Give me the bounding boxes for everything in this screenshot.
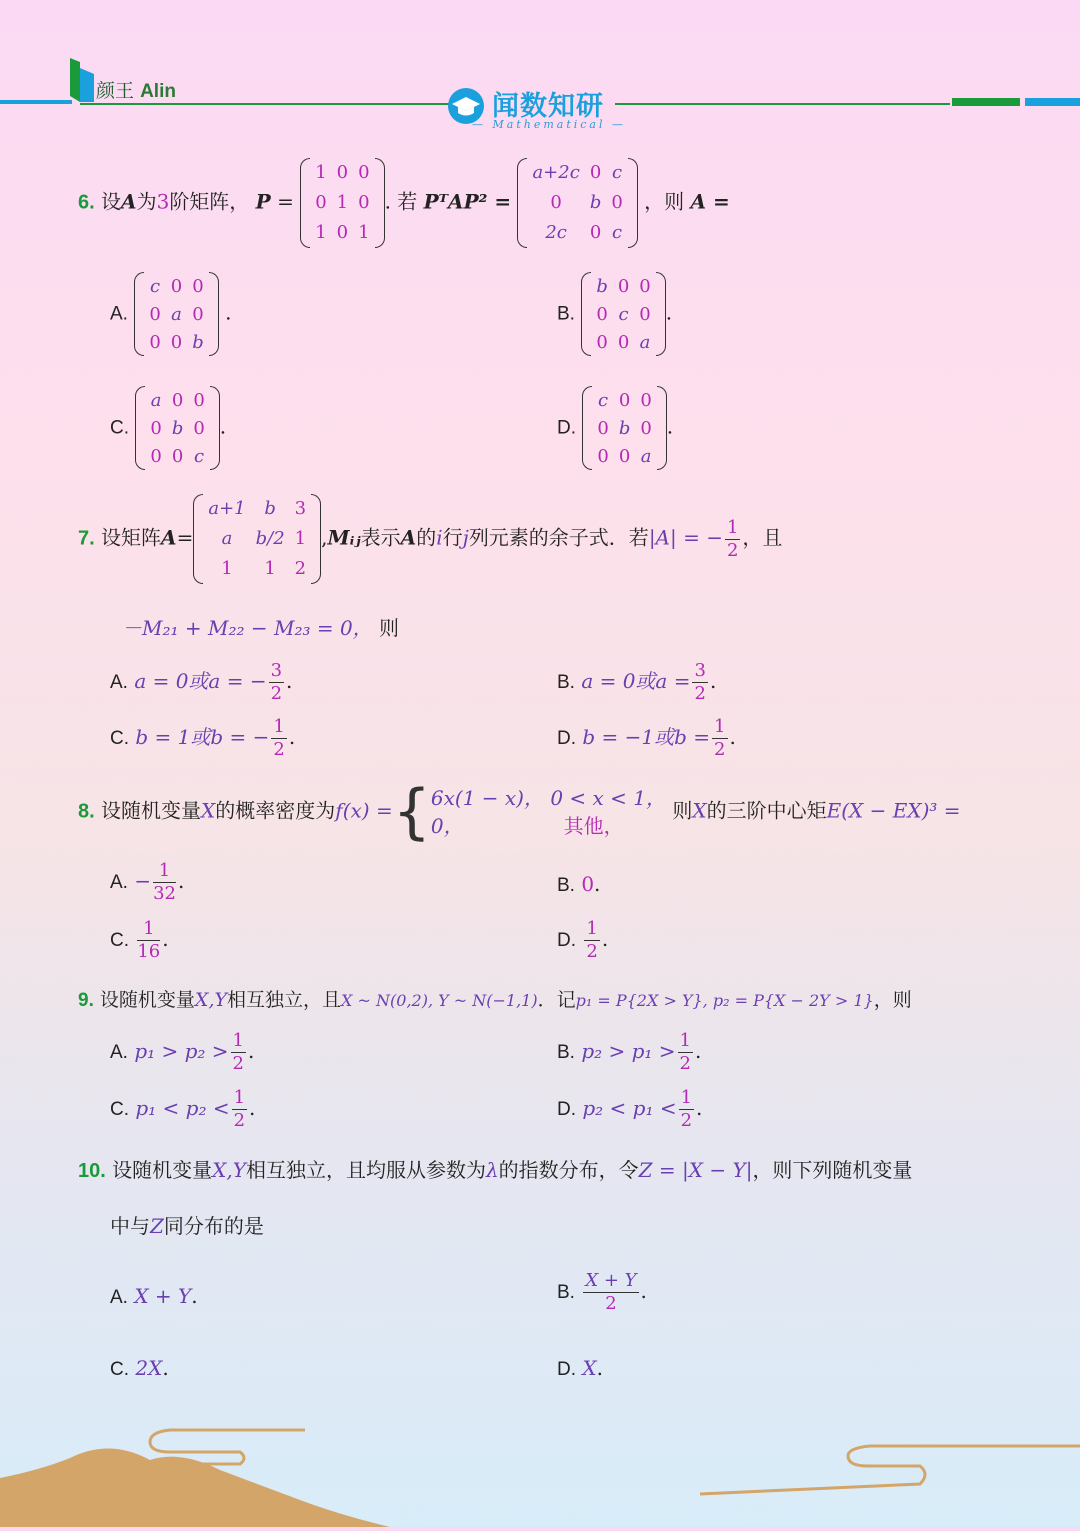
matrix-cell: 0 (150, 445, 162, 467)
header-line (615, 103, 950, 105)
matrix-cell: 0 (597, 445, 609, 467)
q8-option-d[interactable]: D. $\frac{1}{2}$ . (557, 918, 609, 962)
matrix-cell: 0 (358, 192, 370, 213)
question-8: 8. 设随机变量X的概率密度为f(x) ={6x(1 − x)， 0 < x < 1， 0， 其他， 则X的三阶中心矩E(X − EX)³ = (78, 777, 961, 847)
question-10: 10. 设随机变量X,Y相互独立，且均服从参数为λ的指数分布，令Z = |X − Y|，则下列随机变量 (78, 1158, 913, 1182)
matrix-cell: 0 (618, 445, 631, 467)
matrix-cell: c (618, 303, 629, 325)
matrix-cell: a (639, 331, 651, 353)
matrix-cell: 1 (315, 162, 327, 183)
q10-line2: 中与Z同分布的是 (110, 1214, 264, 1238)
matrix-cell: 0 (171, 389, 184, 411)
matrix-cell: 0 (192, 275, 204, 297)
q8-option-b[interactable]: B. 0. (557, 872, 601, 896)
matrix-cell: b/2 (255, 528, 285, 549)
q7-option-b[interactable]: B. a = 0或a = $\frac{3}{2}$ . (557, 660, 717, 704)
left-brace-icon: { (392, 777, 431, 847)
matrix-cell: a (640, 445, 652, 467)
q6-option-a[interactable]: A. c 0 0 0 a 0 0 0 b . (110, 272, 231, 356)
matrix-cell: 0 (596, 303, 608, 325)
matrix-cell: c (194, 445, 205, 467)
matrix-cell: 2c (545, 222, 567, 243)
matrix-cell: 0 (618, 389, 631, 411)
q10-option-b[interactable]: B. $\frac{X + Y}{2}$ . (557, 1270, 647, 1314)
matrix-cell: b (192, 331, 204, 353)
matrix-cell: 0 (336, 162, 349, 183)
q10-option-c[interactable]: C. 2X. (110, 1356, 169, 1380)
matrix-cell: 1 (358, 222, 370, 243)
matrix-cell: 0 (596, 331, 608, 353)
matrix-cell: b (618, 417, 631, 439)
matrix-cell: 1 (221, 558, 233, 579)
matrix-cell: 1 (264, 558, 276, 579)
matrix-cell: 0 (170, 331, 183, 353)
matrix-cell: 0 (171, 445, 184, 467)
matrix-cell: 0 (192, 303, 204, 325)
matrix-cell: 3 (294, 498, 307, 519)
footer-decoration (0, 1410, 1080, 1527)
matrix-cell: 0 (639, 275, 651, 297)
matrix-cell: c (149, 275, 161, 297)
matrix-cell: 0 (617, 331, 630, 353)
matrix-cell: 0 (611, 192, 623, 213)
q7-option-c[interactable]: C. b = 1或b = − $\frac{1}{2}$ . (110, 716, 296, 760)
matrix-cell: c (598, 389, 609, 411)
q7-line2: －M₂₁ + M₂₂ − M₂₃ = 0， 则 (122, 616, 400, 640)
q6-option-d[interactable]: D. c 0 0 0 b 0 0 0 a . (557, 386, 673, 470)
matrix-cell: 0 (315, 192, 327, 213)
q9-option-a[interactable]: A. p₁ > p₂ > $\frac{1}{2}$ . (110, 1030, 255, 1074)
q9-option-c[interactable]: C. p₁ < p₂ < $\frac{1}{2}$ . (110, 1087, 256, 1131)
matrix-a (193, 494, 321, 584)
matrix-cell: a+1 (208, 498, 246, 519)
matrix-cell: 0 (589, 162, 602, 183)
q9-option-b[interactable]: B. p₂ > p₁ > $\frac{1}{2}$ . (557, 1030, 702, 1074)
matrix-cell: 1 (315, 222, 327, 243)
matrix-cell: 0 (597, 417, 609, 439)
brand-logo-icon (70, 58, 94, 102)
q10-option-a[interactable]: A. X + Y. (110, 1284, 198, 1308)
matrix-cell: 0 (358, 162, 370, 183)
q10-option-d[interactable]: D. X. (557, 1356, 603, 1380)
header-line-green-block (952, 98, 1020, 106)
q6-option-b[interactable]: B. b 0 0 0 c 0 0 0 a . (557, 272, 672, 356)
matrix-cell: c (612, 222, 623, 243)
header-line-left (0, 100, 72, 104)
matrix-cell: 0 (193, 389, 205, 411)
header-line (80, 103, 450, 105)
matrix-cell: 2 (294, 558, 307, 579)
matrix-cell: 0 (550, 192, 562, 213)
matrix-cell: 0 (639, 303, 651, 325)
q6-option-c[interactable]: C. a 0 0 0 b 0 0 0 c . (110, 386, 226, 470)
q9-option-d[interactable]: D. p₂ < p₁ < $\frac{1}{2}$ . (557, 1087, 703, 1131)
matrix-cell: 1 (294, 528, 307, 549)
matrix-cell: 0 (193, 417, 205, 439)
matrix-ptap (517, 158, 637, 248)
matrix-cell: 1 (336, 192, 349, 213)
logo-subtitle: — Mathematical — (472, 118, 626, 131)
matrix-cell: 0 (640, 389, 652, 411)
matrix-cell: 0 (336, 222, 349, 243)
matrix-cell: 0 (170, 275, 183, 297)
question-9: 9. 设随机变量X,Y相互独立，且X ~ N(0,2), Y ~ N(−1,1)．记p₁ = P{2X > Y}, p₂ = P{X − 2Y > 1}，则 (78, 989, 912, 1011)
q7-option-d[interactable]: D. b = −1或b = $\frac{1}{2}$ . (557, 716, 736, 760)
matrix-cell: 0 (150, 417, 162, 439)
q8-option-c[interactable]: C. $\frac{1}{16}$ . (110, 918, 169, 962)
matrix-cell: 0 (640, 417, 652, 439)
matrix-cell: 0 (149, 331, 161, 353)
matrix-p (300, 158, 384, 248)
q7-option-a[interactable]: A. a = 0或a = − $\frac{3}{2}$ . (110, 660, 293, 704)
question-7: 7. 设矩阵A= a+1 b 3 a b/2 1 1 1 2 ,Mᵢⱼ表示A的i行j列元素的余子式．若|A| = − $\frac{1}{2}$ ，且 (78, 494, 782, 584)
matrix-cell: c (612, 162, 623, 183)
matrix-cell: a (221, 528, 233, 549)
q8-option-a[interactable]: A. − $\frac{1}{32}$ . (110, 860, 185, 904)
question-6: 6. 设A为3阶矩阵， P = 1 0 0 0 1 0 1 0 1 . 若 PᵀAP² = a+2c 0 c 0 b 0 2c 0 c ，则 A = (78, 158, 730, 248)
matrix-cell: b (589, 192, 602, 213)
matrix-cell: 0 (149, 303, 161, 325)
brand-name: 颜王 Alin (96, 80, 176, 102)
matrix-cell: 0 (589, 222, 602, 243)
header-line-blue-block (1025, 98, 1080, 106)
matrix-cell: 0 (617, 275, 630, 297)
matrix-cell: a (171, 303, 182, 325)
matrix-cell: a+2c (532, 162, 580, 183)
matrix-cell: b (264, 498, 276, 519)
matrix-cell: b (596, 275, 608, 297)
matrix-cell: b (171, 417, 184, 439)
matrix-cell: a (150, 389, 162, 411)
logo-title: 闻数知研 (492, 91, 604, 122)
